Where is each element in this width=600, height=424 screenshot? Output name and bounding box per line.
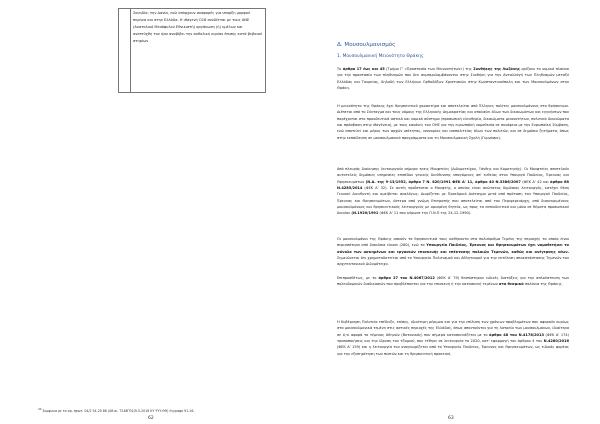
paragraph-3	[337, 166, 569, 217]
p6-text-b: (ΦΕΚ Α' 174) τροποποιήσεις και την ίδρυση του τζαμιού, που τέθηκε σε λειτουργία το 2020, κατ' εφαρμογή του άρθρου 4 του	[337, 332, 569, 344]
p3-bold-c: (Ν.1920/1991	[351, 211, 379, 216]
paragraph-1	[337, 66, 569, 91]
paragraph-6	[337, 319, 569, 357]
table-cell-text: Σουηδία, την Δανία, ενώ υπάρχουν αναφορές για υπαρξη μορφού πυρήνα και στην Ελλάδα. Η ιθαγενή Ο18 συνδέεται με τους ΑΝΕ (Ανατολικό Μεσόφυλου Εθνικιστή) οργάνωση (ή) ημέλων και ανεπτύχθη τον ήρα αναβίβει την καθολική κυρίαν έπισης κατά βεβαιού στηρίων	[133, 11, 263, 43]
p5-bold-b: στα θεσμικά	[498, 282, 524, 287]
table-cell-box	[118, 8, 266, 93]
p4-text-a: Οι μουσουλμάνοι της Θράκης ασκούν τα θρησκευτικά τους καθήκοντα στα πολυάριθμα Τεμένη της περιοχής τα οποία είναι περισσότερα από διακόσια είκοσι (260), ενώ τα	[337, 237, 569, 248]
footnote-text: Συμφωνα με το αρ. πρωτ. 04/2 54-20 86 (Αθ.οι. 7248ΓΘ2/9-5-2016 ΚΥ ΥΥΥ.ΘΘ) έγγραφο 91-16.	[42, 409, 195, 414]
p3-text-d: (ΦΕΚ Α' 11 που κύρωσε την Π.Ν.Π της 24-12-1990).	[379, 211, 472, 216]
footnote-marker: 40	[38, 408, 42, 411]
paragraph-2: Η μειονότητα της Θράκης έχει θρησκευτικό χαρακτήρα και αποτελείται από Έλληνες πολίτες μουσουλμάνους στο θρήσκευμα. Διέπεται από το Σύνταγμα και τους νόμους της Ελληνικής Δημοκρατίας και απολαύει όλων των δικαιωμάτων και εγγυήσεων που παρέχονται στο προοδευτικά αστικό και νομικό σύστημα (προσωπική ελευθερία, δικαιώματα μειονοτήτων, πολιτικά δικαιώματα και πρόσβαση στην ιθαγένεια), με τους κανόνες του ΟΗΕ για την ευρωπαϊκή νομοθεσία σε συνάφεια με την Ευρωπαϊκή Σύμβαση, ενώ αποτελεί και μέρος των αρχών ισότητας, ισονομίας και ισοπολιτείας όλων των πολιτών, και σε δημόσια ζητήματα, όπως στην εκπαίδευση σε μουσουλμανικά προγράμματα και τη Μουσουλμανική Σχολή (Γυμνάσιο).	[337, 104, 569, 140]
p1-bold-b: Συνθήκης της Λωζάνης	[473, 67, 520, 71]
p4-bold-a: Υπουργείο Παιδείας, Έρευνας και Θρησκευμάτων έχει νομοθετήσει το σύνολο των ασκημένων και εργασιών επισκευής και επέκτασης παλαιών Τεμενών, καθώς και ανέγερσης νέων.	[337, 243, 569, 254]
section-heading: Δ. Μουσουλμανισμός	[337, 42, 396, 48]
p6-text-c: (ΦΕΚ Α' 159) και η λειτουργία του αναγνωρίζεται από το Υπουργείο Παιδείας, Έρευνας και Θρησκευμάτων, ως ειδικός φορέας για την εξυπηρέτηση των πιστών και τη θρησκευτική πρακτική.	[337, 345, 569, 356]
p3-text-a: Από πλευράς διοίκησης λειτουργούν σήμερα τρεις Μουφτείες (Διδυμοτείχου, Ξάνθης και Κομοτηνής). Οι Μουφτείες αποτελούν αυτοτελείς δημόσιες υπηρεσίες επιπέδου γενικής διεύθυνσης υπαγόμενες απ' ευθείας στον Υπουργό Παιδείας, Έρευνας και Θρησκευμάτων	[337, 167, 569, 184]
p1-text-b: (Τμήμα Γ' «Προστασία των Μειονοτήτων») της	[386, 67, 472, 71]
p3-bold-a: (Ν.Δ. της 9-13/1952, άρθρο 7 Ν. 820/1991 ΦΕΚ Α' 11, άρθρο 40 Ν.3386/2007	[365, 179, 521, 184]
p5-text-b: (ΦΕΚ Α' 79) θεσπίστηκαν ειδικές διατάξεις για την απλούστευση των πολεοδομικών διαδικασιών που προβλέπονται για την επισκευή ή την κατασκευή τεμένων	[337, 276, 569, 287]
p3-bold-b: άρθρο 68 Ν.4285/2014	[337, 179, 569, 191]
table-empty-column	[120, 9, 131, 92]
p1-text-a: Το	[337, 67, 342, 71]
p3-text-c: (ΦΕΚ Α' 32). Σε αυτές προΐσταται ο Μουφτής, ο οποίος είναι ανώτατος δημόσιος λειτουργός, κατέχει θέση Γενικού Διευθυντή και αμείβεται αναλόγως. Διορίζεται με Προεδρικό Διάταγμα μετά από πρόταση του Υπουργού Παιδείας, Έρευνας και Θρησκευμάτων, ύστερα από γνώμη Επιτροπής που αποτελείται από τον Περιφερειάρχη, από διακεκριμένους μουσουλμάνους και θρησκευτικούς λειτουργούς με ορισμένη θητεία, ως προς τα εκπαιδευτικά και μόνο σε θέματα προσωπικού δικαίου	[337, 186, 569, 216]
paragraph-5	[337, 275, 569, 288]
p5-text-c: σαλόνια της Θράκης.	[524, 282, 563, 287]
paragraph-4	[337, 236, 569, 268]
page-number-right: 63	[448, 416, 454, 421]
p6-bold-a: άρθρο 48 του Ν.4178/2013	[489, 332, 544, 337]
p5-text-a: Επιπροσθέτως, με το	[337, 276, 377, 280]
subsection-heading: 1. Μουσουλμανική Μειονότητα Θράκης	[337, 54, 424, 59]
p4-text-b: Σημειώνεται ότι χρηματοδοτείται από το Υπουργείο Πολιτισμού και Αθλητισμού για την εκτέλεση αποκατάστασης Τεμενών του αρχιτεκτονικού Διδυμότειχο.	[337, 256, 569, 267]
page-number-left: 62	[148, 416, 154, 421]
right-page	[300, 0, 600, 424]
p3-text-b: (ΦΕΚ Α' 42 και	[522, 179, 549, 184]
footnote	[38, 408, 268, 413]
p1-bold-a: άρθρο 17 έως και 45	[342, 67, 385, 71]
p1-text-c: ορίζουν το νομικό πλαίσιο για την προστασία των πληθυσμών που δεν συμπεριλαμβάνονται στην Συνθήκη για την Ανταλλαγή των Πληθυσμών μεταξύ Ελλάδας και Τουρκίας, δηλαδή των Ελλήνων Ορθοδόξων Χριστιανών στην Κωνσταντινούπολη και των Μουσουλμάνων στην Θράκη.	[337, 67, 569, 91]
p5-bold-a: άρθρο 27 του Ν.4067/2012	[378, 276, 435, 280]
p6-bold-b: Ν.4280/2016	[543, 339, 569, 344]
p6-text-a: Η Κυβέρνηση Πολιτεία επέδειξε, επίσης, ιδιαίτερη μέριμνα και για την επίλυση των χρόνιων προβλημάτων που αφορούν κυρίως στα μουσουλμανικά τεμένη στις αστικές περιοχές της Ελλάδας, όπως απαιτούνται για τη λατρεία των μουσουλμάνων, ιδιαίτερα σε ό,τι αφορά το τέμενος Αθηνών (Βοτανικός) που σήμερα κατασκευάζεται με το	[337, 320, 569, 337]
